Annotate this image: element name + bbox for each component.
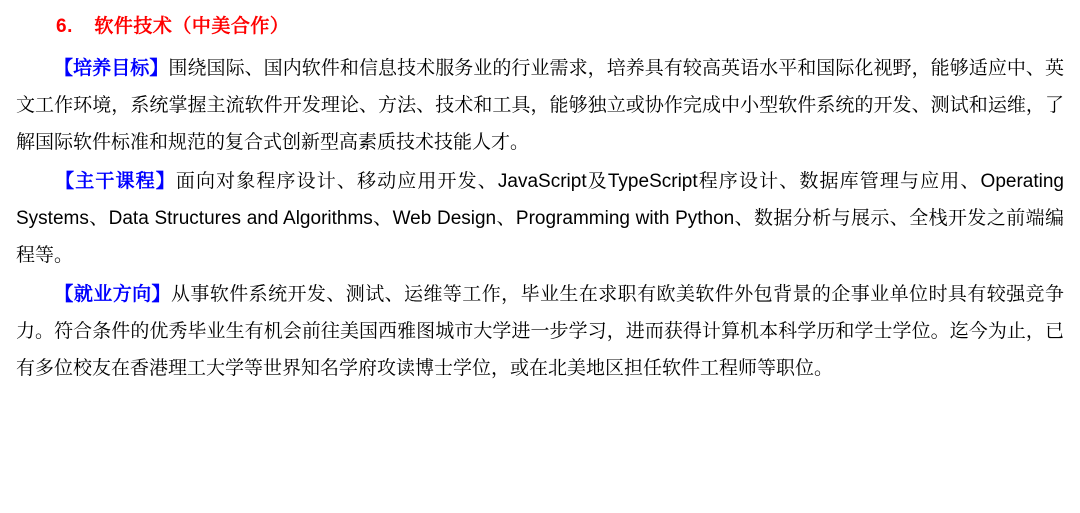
section-title: 软件技术（中美合作）	[94, 16, 290, 37]
page-title	[56, 12, 1064, 42]
paragraph-core-courses	[16, 163, 1064, 274]
paragraph-training-objective-text: 围绕国际、国内软件和信息技术服务业的行业需求，培养具有较高英语水平和国际化视野，能够适应中、英文工作环境，系统掌握主流软件开发理论、方法、技术和工具，能够独立或协作完成中小型软件系统的开发、测试和运维，了解国际软件标准和规范的复合式创新型高素质技术技能人才。	[16, 58, 1064, 154]
paragraph-employment-direction-text: 从事软件系统开发、测试、运维等工作，毕业生在求职有欧美软件外包背景的企事业单位时具有较强竞争力。符合条件的优秀毕业生有机会前往美国西雅图城市大学进一步学习，进而获得计算机本科学历和学士学位。迄今为止，已有多位校友在香港理工大学等世界知名学府攻读博士学位，或在北美地区担任软件工程师等职位。	[16, 284, 1064, 380]
label-training-objective: 【培养目标】	[54, 58, 169, 79]
label-core-courses: 【主干课程】	[54, 171, 176, 193]
label-employment-direction: 【就业方向】	[54, 284, 171, 306]
section-number: 6.	[56, 16, 73, 37]
paragraph-core-courses-text: 面向对象程序设计、移动应用开发、JavaScript及TypeScript程序设计、数据库管理与应用、Operating Systems、Data Structures and Algorithms、Web Design、Programming with Python、数据分析与展示、全栈开发之前端编程等。	[16, 171, 1064, 267]
paragraph-training-objective	[16, 50, 1064, 161]
paragraph-employment-direction	[16, 276, 1064, 387]
